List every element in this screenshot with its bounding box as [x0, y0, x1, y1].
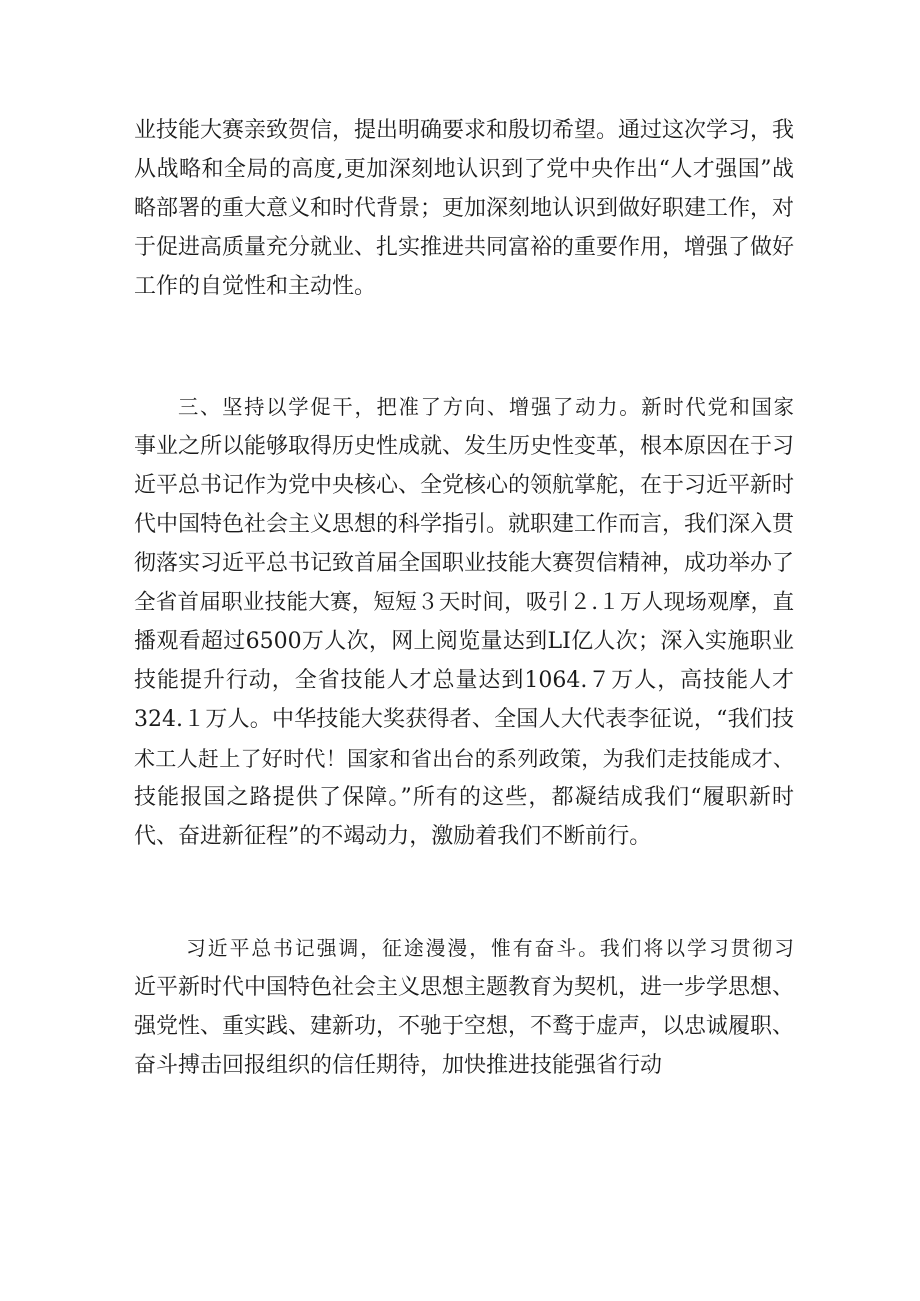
paragraph-3	[134, 929, 794, 1085]
text-line: 代中国特色社会主义思想的科学指引。就职建工作而言，我们深入贯	[134, 512, 795, 537]
paragraph-2	[134, 388, 794, 856]
text-line: 彻落实习近平总书记致首届全国职业技能大赛贺信精神，成功举办了	[134, 551, 795, 576]
text-line: 术工人赶上了好时代！国家和省出台的系列政策，为我们走技能成才、	[134, 746, 794, 771]
text-line: 工作的自觉性和主动性。	[134, 274, 377, 299]
text-line: 技能报国之路提供了保障。”所有的这些，都凝结成我们“履职新时	[134, 785, 794, 810]
text-line: 三、坚持以学促干，把准了方向、增强了动力。新时代党和国家	[178, 395, 794, 419]
text-line: 习近平总书记强调，征途漫漫，惟有奋斗。我们将以学习贯彻习	[186, 937, 794, 960]
text-line: 播观看超过6500万人次，网上阅览量达到LI亿人次；深入实施职业	[134, 629, 794, 654]
text-line: 业技能大赛亲致贺信，提出明确要求和殷切希望。通过这次学习，我	[134, 118, 795, 143]
text-line: 近平新时代中国特色社会主义思想主题教育为契机，进一步学思想、	[134, 975, 795, 1000]
text-line: 技能提升行动，全省技能人才总量达到1064.７万人，高技能人才	[134, 668, 794, 693]
text-line: 324.１万人。中华技能大奖获得者、全国人大代表李征说，“我们技	[134, 707, 794, 732]
text-line: 强党性、重实践、建新功，不驰于空想，不鹜于虚声，以忠诚履职、	[134, 1014, 795, 1039]
text-line: 代、奋进新征程”的不竭动力，激励着我们不断前行。	[134, 824, 652, 849]
text-line: 略部署的重大意义和时代背景；更加深刻地认识到做好职建工作，对	[134, 196, 795, 221]
text-line: 事业之所以能够取得历史性成就、发生历史性变革，根本原因在于习	[134, 434, 795, 459]
paragraph-1	[134, 111, 794, 306]
text-line: 从战略和全局的高度,更加深刻地认识到了党中央作出“人才强国”战	[134, 157, 794, 182]
text-line: 于促进高质量充分就业、扎实推进共同富裕的重要作用，增强了做好	[134, 235, 795, 260]
text-line: 近平总书记作为党中央核心、全党核心的领航掌舵，在于习近平新时	[134, 473, 795, 498]
text-line: 奋斗搏击回报组织的信任期待，加快推进技能强省行动	[134, 1053, 663, 1078]
text-line: 全省首届职业技能大赛，短短３天时间，吸引２.１万人现场观摩，直	[134, 590, 794, 615]
